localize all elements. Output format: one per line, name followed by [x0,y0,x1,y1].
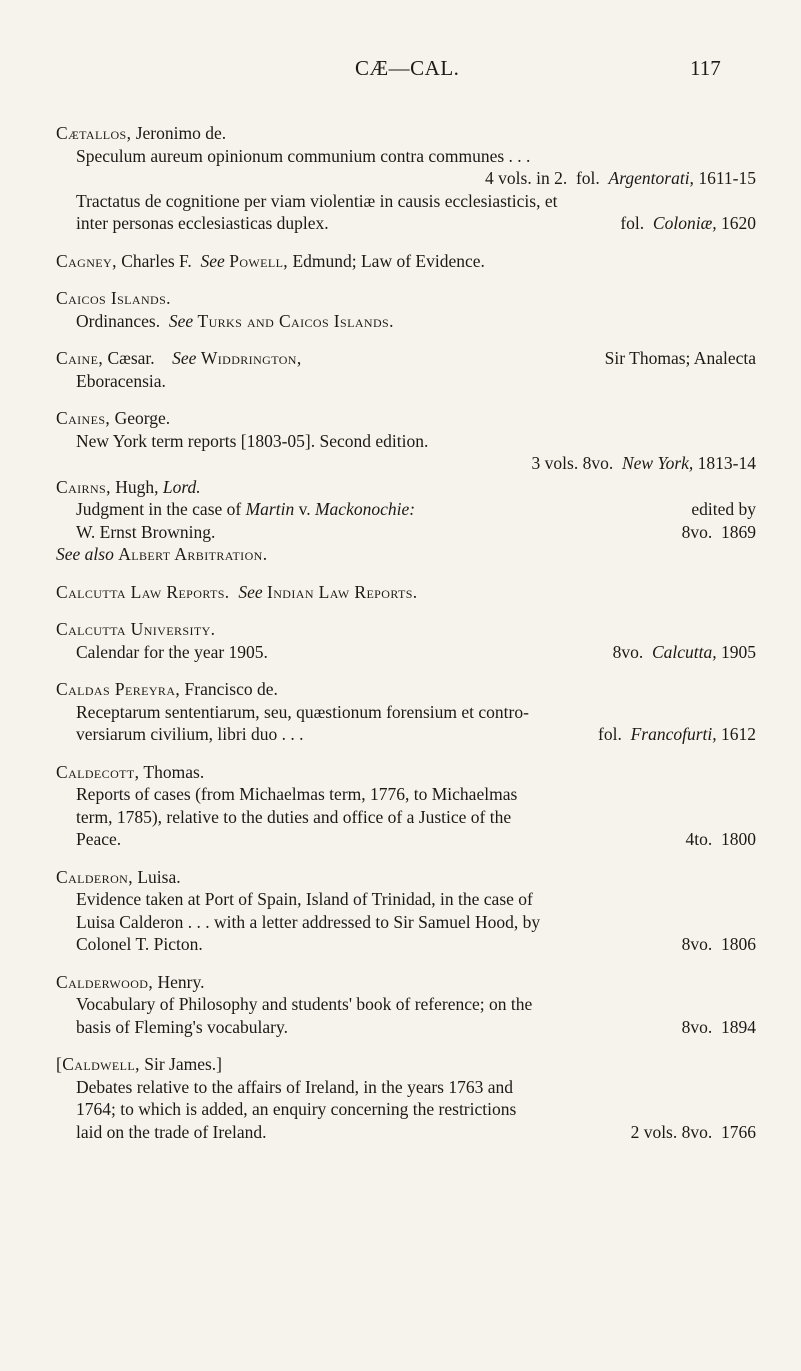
entry-heading [56,287,756,310]
entry-name: Caicos Islands. [56,288,171,308]
item-text: Evidence taken at Port of Spain, Island of Trinidad, in the case of [76,889,533,909]
imprint-year: 1813-14 [697,453,756,473]
imprint [76,1016,756,1039]
imprint-place: Francofurti, [630,724,717,744]
entry-item [56,310,756,333]
imprint [76,723,756,746]
item-text: versiarum civilium, libri duo . . . [76,724,304,744]
cross-reference: Indian Law Reports. [267,581,418,602]
item-text-part: v. [294,499,315,519]
entry-continuation: Eboracensia. [76,370,166,391]
imprint-format: 8vo. [681,521,713,542]
see-label: See [238,581,263,602]
entry-item [56,783,756,851]
imprint-year: 1611-15 [698,168,756,188]
imprint-format: 8vo. [681,1121,713,1142]
entry-heading [56,581,756,604]
entry-item [56,498,756,543]
item-text-part: Judgment in the case of [76,499,246,519]
entry-name-rest: Francisco de. [180,679,278,699]
entry-name: Cætallos, [56,123,132,143]
entry-heading [56,122,756,145]
imprint-year: 1800 [721,829,756,849]
see-label: See [172,348,197,368]
imprint-place: Argentorati, [608,168,694,188]
case-party: Mackonochie: [314,499,416,519]
entry-name: Calcutta University. [56,619,216,639]
imprint-vols: 2 vols. [630,1121,678,1142]
imprint-format: 8vo. [612,641,644,662]
item-text: Colonel T. Picton. [76,934,203,954]
entry-name: Cairns, [56,476,111,497]
catalogue-entries [56,122,756,1158]
entry-item [56,145,756,190]
imprint [56,641,756,664]
entry-name: Calderon, [56,866,133,887]
see-label: See also [56,544,114,564]
see-label: See [200,250,225,271]
entry-heading [56,476,756,499]
cross-reference: Powell, [229,250,289,271]
entry-heading [56,678,756,701]
imprint-year: 1806 [721,934,756,954]
item-text [76,498,756,521]
entry-heading [56,761,756,784]
entry-name-rest: Sir James.] [139,1054,223,1074]
see-label: See [168,310,194,331]
cross-reference-rest: Sir Thomas; Analecta [604,348,756,368]
catalogue-entry [56,122,756,235]
entry-name-rest: Charles F. [116,250,192,271]
item-text: Peace. [76,829,122,849]
item-text: Calendar for the year 1905. [76,641,268,662]
item-text: Vocabulary of Philosophy and students' book of reference; on the [76,994,533,1014]
entry-heading [56,618,756,641]
entry-name: Caine, [56,348,104,368]
imprint-year: 1612 [721,724,756,744]
imprint-place: Calcutta, [651,641,717,662]
imprint-year: 1766 [721,1121,756,1142]
catalogue-entry [56,866,756,956]
page-header [0,56,801,86]
entry-name-rest: Cæsar. [103,348,155,368]
imprint-year: 1905 [721,641,756,662]
imprint [76,1121,756,1144]
cross-reference-rest: Edmund; Law of Evidence. [288,250,485,271]
entry-heading [56,866,756,889]
catalogue-entry [56,287,756,332]
entry-heading [56,407,756,430]
entry-item [56,701,756,746]
entry-item [56,430,756,475]
catalogue-entry [56,971,756,1039]
imprint-format: fol. [620,213,645,233]
catalogue-entry [56,581,756,604]
item-text: W. Ernst Browning. [76,521,216,542]
case-party: Martin [245,499,295,519]
entry-name-rest: George. [110,408,171,428]
entry-item [56,1076,756,1144]
catalogue-entry [56,761,756,851]
item-text: basis of Fleming's vocabulary. [76,1016,288,1037]
item-text: New York term reports [1803-05]. Second edition. [76,430,429,451]
entry-item [56,888,756,956]
entry-name: [Caldwell, [56,1054,140,1074]
item-text: Receptarum sententiarum, seu, quæstionum forensium et contro- [76,701,529,722]
cross-reference: Widdrington, [200,348,302,368]
imprint [76,452,756,475]
entry-heading [56,347,756,370]
imprint-vols: 3 vols. [531,453,579,473]
catalogue-entry [56,618,756,663]
imprint-format: fol. [575,168,600,188]
entry-name-rest: Thomas. [139,761,205,782]
entry-name-rest: Jeronimo de. [131,123,227,143]
entry-name: Caldecott, [56,761,140,782]
imprint-year: 1869 [721,521,756,542]
catalogue-entry [56,476,756,566]
item-text: Tractatus de cognitione per viam violentiæ in causis ecclesiasticis, et [76,190,558,211]
entry-item [56,993,756,1038]
imprint-format: 8vo. [582,453,614,473]
imprint [76,212,756,235]
imprint [76,828,756,851]
entry-name: Calderwood, [56,971,154,992]
item-text: Luisa Calderon . . . with a letter addressed to Sir Samuel Hood, by [76,911,541,932]
imprint-place: New York, [621,453,694,473]
entry-name: Calcutta Law Reports. [56,581,230,602]
entry-name-rest: Henry. [153,971,205,992]
item-text: Ordinances. [76,310,161,331]
imprint-format: 8vo. [681,934,713,954]
imprint-format: 8vo. [681,1016,713,1037]
item-text: Speculum aureum opinionum communium contra communes . . . [76,145,531,166]
entry-item [56,190,756,235]
item-text: laid on the trade of Ireland. [76,1121,267,1142]
catalogue-entry [56,347,756,392]
item-text: Debates relative to the affairs of Ireland, in the years 1763 and [76,1076,514,1097]
catalogue-entry [56,407,756,475]
see-also [56,543,756,566]
imprint [76,167,756,190]
item-text-part: edited by [691,499,756,519]
imprint-format: 4to. [685,829,713,849]
imprint-format: fol. [598,724,622,744]
catalogue-entry [56,250,756,273]
item-text: Reports of cases (from Michaelmas term, 1776, to Michaelmas [76,784,518,804]
imprint-year: 1620 [721,213,756,233]
page-number: 117 [690,56,721,80]
cross-reference: Turks and Caicos Islands. [197,310,394,331]
item-text: 1764; to which is added, an enquiry concerning the restrictions [76,1099,517,1119]
entry-name-rest: Luisa. [132,866,181,887]
catalogue-entry [56,678,756,746]
imprint-year: 1894 [721,1016,756,1037]
entry-name-rest: Hugh, [110,476,163,497]
imprint-vols: 4 vols. in 2. [485,168,568,188]
item-text: inter personas ecclesiasticas duplex. [76,213,329,233]
entry-title: Lord. [162,476,201,497]
entry-name: Cagney, [56,250,117,271]
imprint [76,521,756,544]
cross-reference: Albert Arbitration. [118,544,268,564]
entry-heading [56,250,756,273]
running-head: CÆ—CAL. [355,56,460,80]
catalogue-entry [56,1053,756,1143]
imprint [76,933,756,956]
item-text: term, 1785), relative to the duties and office of a Justice of the [76,806,512,827]
entry-heading [56,1053,756,1076]
entry-heading [56,971,756,994]
imprint-place: Coloniæ, [652,213,717,233]
entry-name: Caines, [56,408,111,428]
entry-name: Caldas Pereyra, [56,679,181,699]
